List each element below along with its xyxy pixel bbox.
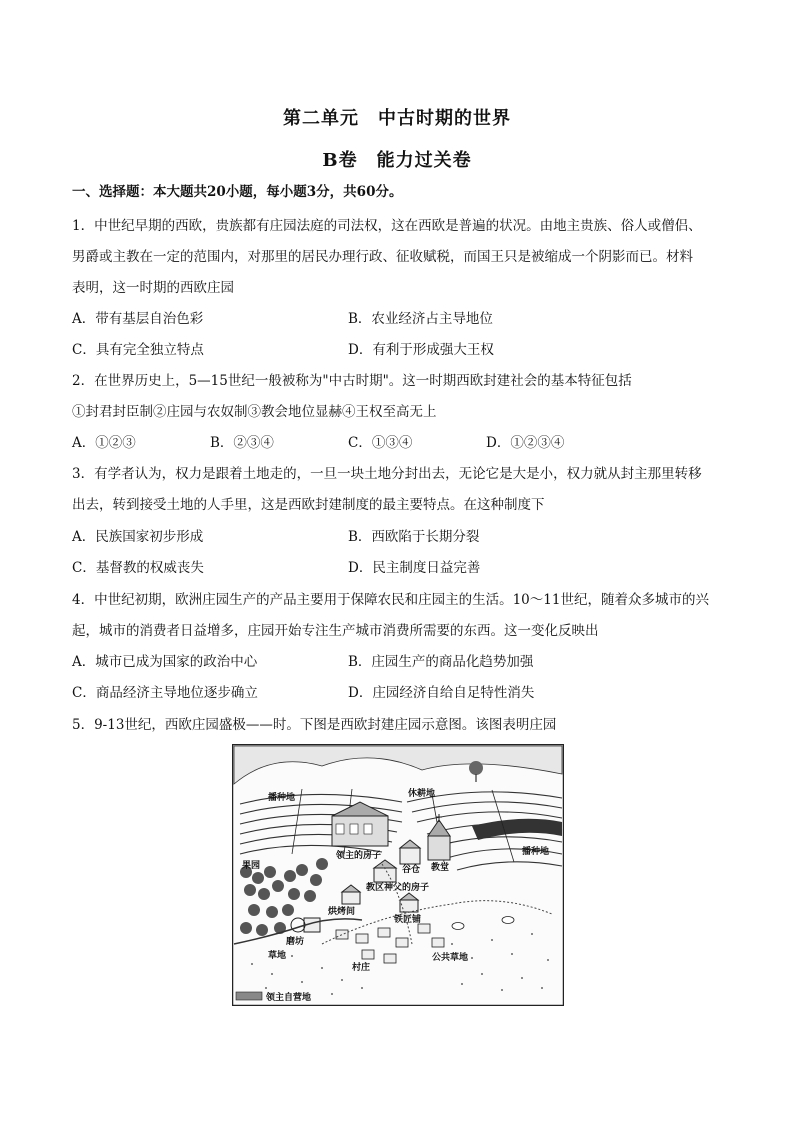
label-priest-house: 教区神父的房子 bbox=[366, 883, 430, 893]
label-sown-field-2: 播种地 bbox=[522, 847, 550, 857]
q2-option-d[interactable]: D．①②③④ bbox=[486, 435, 565, 451]
unit-title: 第二单元 中古时期的世界 bbox=[283, 108, 511, 129]
label-church: 教堂 bbox=[431, 863, 450, 873]
question-3-line-2: 出去，转到接受土地的人手里，这是西欧封建制度的最主要特点。在这种制度下 bbox=[72, 497, 545, 513]
q4-option-b[interactable]: B．庄园生产的商品化趋势加强 bbox=[348, 654, 534, 670]
manor-map-svg bbox=[232, 744, 564, 1006]
question-1-line-1: 1．中世纪早期的西欧，贵族都有庄园法庭的司法权，这在西欧是普遍的状况。由地主贵族、俗人或僧侣、 bbox=[72, 218, 702, 234]
q3-option-d[interactable]: D．民主制度日益完善 bbox=[348, 560, 481, 576]
q4-option-d[interactable]: D．庄园经济自给自足特性消失 bbox=[348, 685, 535, 701]
manor-illustration bbox=[232, 744, 564, 1006]
label-sown-field-1: 播种地 bbox=[268, 793, 296, 803]
q2-option-c[interactable]: C．①③④ bbox=[348, 435, 413, 451]
q2-option-a[interactable]: A．①②③ bbox=[72, 435, 136, 451]
q4-option-a[interactable]: A．城市已成为国家的政治中心 bbox=[72, 654, 258, 670]
q3-option-b[interactable]: B．西欧陷于长期分裂 bbox=[348, 529, 480, 545]
q3-option-c[interactable]: C．基督教的权威丧失 bbox=[72, 560, 204, 576]
q1-option-a[interactable]: A．带有基层自治色彩 bbox=[72, 311, 204, 327]
question-4-line-1: 4．中世纪初期，欧洲庄园生产的产品主要用于保障农民和庄园主的生活。10～11世纪，随着众多城市的兴 bbox=[72, 592, 709, 608]
q1-option-d[interactable]: D．有利于形成强大王权 bbox=[348, 342, 494, 358]
q1-option-b[interactable]: B．农业经济占主导地位 bbox=[348, 311, 493, 327]
question-2-line-1: 2．在世界历史上，5—15世纪一般被称为"中古时期"。这一时期西欧封建社会的基本特征包括 bbox=[72, 373, 632, 389]
question-2-line-2: ①封君封臣制②庄园与农奴制③教会地位显赫④王权至高无上 bbox=[72, 404, 437, 420]
label-mill: 磨坊 bbox=[286, 937, 305, 947]
label-barn: 谷仓 bbox=[402, 865, 421, 875]
question-4-line-2: 起，城市的消费者日益增多，庄园开始专注生产城市消费所需要的东西。这一变化反映出 bbox=[72, 623, 599, 639]
question-5-line-1: 5．9-13世纪，西欧庄园盛极——时。下图是西欧封建庄园示意图。该图表明庄园 bbox=[72, 717, 557, 733]
paper-subtitle: B卷 能力过关卷 bbox=[322, 150, 472, 171]
section-heading: 一、选择题：本大题共20小题，每小题3分，共60分。 bbox=[72, 184, 403, 200]
label-lord-house: 领主的房子 bbox=[336, 851, 382, 861]
label-meadow: 草地 bbox=[268, 951, 287, 961]
question-1-line-2: 男爵或主教在一定的范围内，对那里的居民办理行政、征收赋税，而国王只是被缩成一个阴影而已。材料 bbox=[72, 249, 693, 265]
label-orchard: 果园 bbox=[242, 861, 261, 871]
label-demesne-legend: 领主自营地 bbox=[266, 993, 312, 1003]
q4-option-c[interactable]: C．商品经济主导地位逐步确立 bbox=[72, 685, 258, 701]
q3-option-a[interactable]: A．民族国家初步形成 bbox=[72, 529, 204, 545]
q1-option-c[interactable]: C．具有完全独立特点 bbox=[72, 342, 204, 358]
question-3-line-1: 3．有学者认为，权力是跟着土地走的，一旦一块土地分封出去，无论它是大是小，权力就从封主那里转移 bbox=[72, 466, 702, 482]
label-village: 村庄 bbox=[352, 963, 371, 973]
label-smithy: 铁匠铺 bbox=[394, 915, 422, 925]
question-1-line-3: 表明，这一时期的西欧庄园 bbox=[72, 280, 234, 296]
label-bake-house: 烘烤间 bbox=[328, 907, 356, 917]
label-common-pasture: 公共草地 bbox=[432, 953, 469, 963]
q2-option-b[interactable]: B．②③④ bbox=[210, 435, 274, 451]
label-fallow-field: 休耕地 bbox=[408, 789, 436, 799]
